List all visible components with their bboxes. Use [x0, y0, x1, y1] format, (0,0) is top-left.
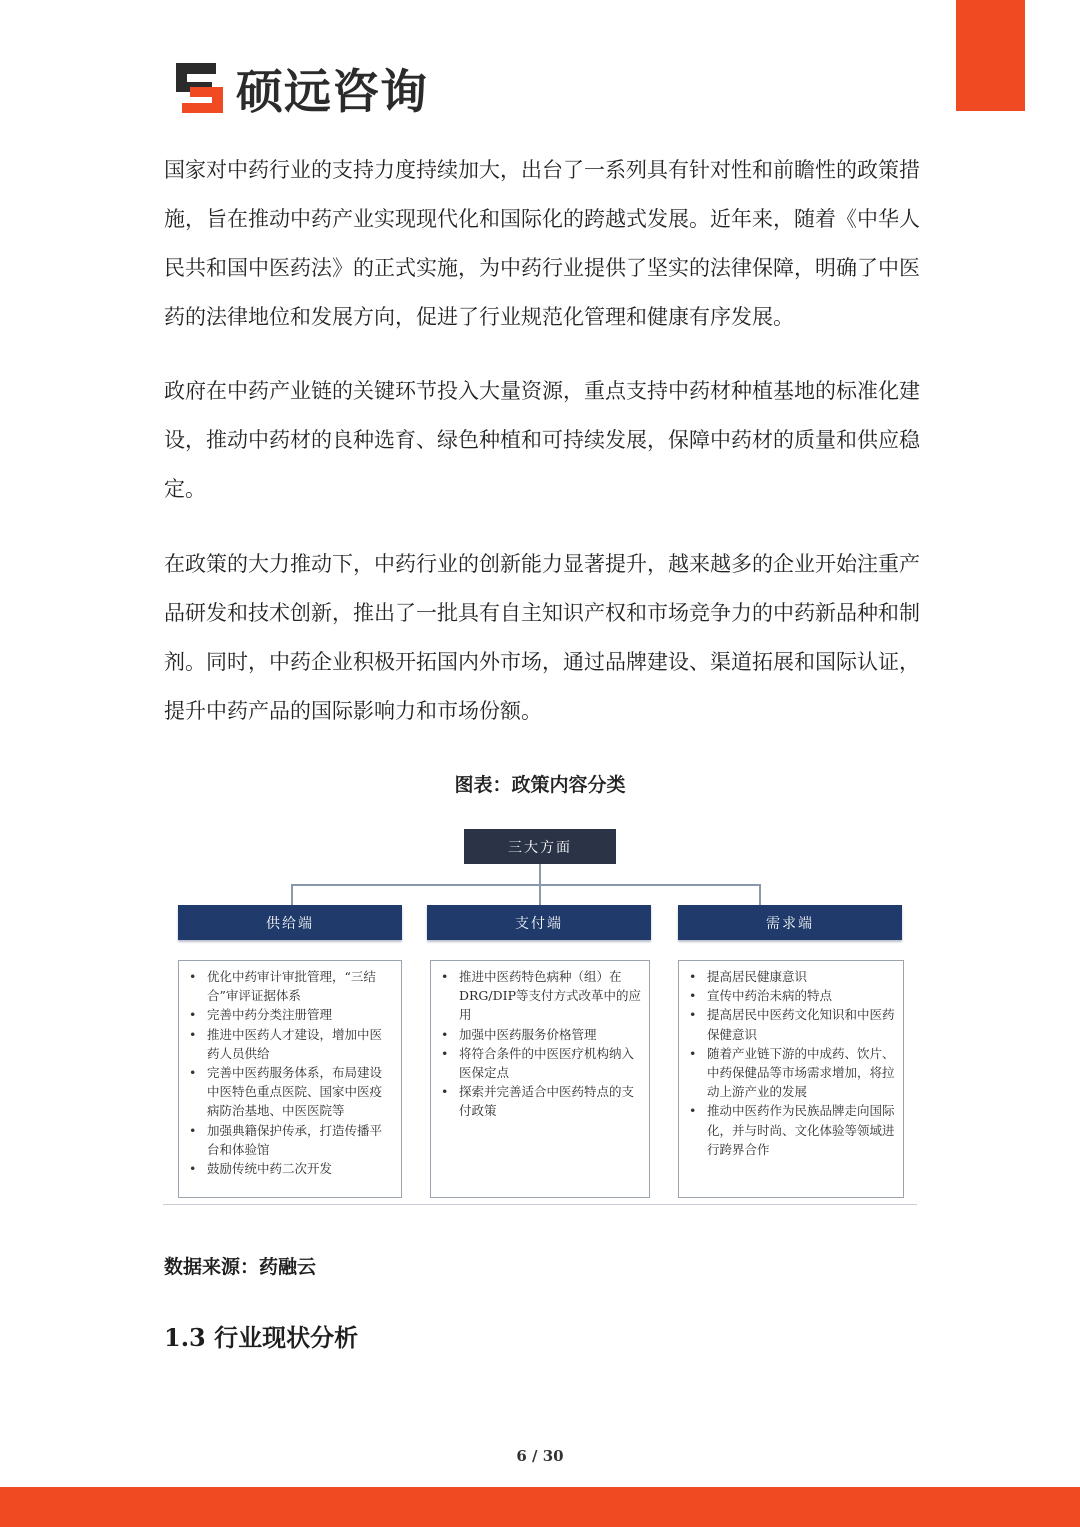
column-heading-demand: 需求端 [678, 905, 902, 940]
list-item: • 完善中药分类注册管理 [187, 1005, 393, 1024]
connector-right [759, 884, 761, 905]
list-item: • 优化中药审计审批管理，“三结合”审评证据体系 [187, 967, 393, 1005]
figure-divider [163, 1204, 917, 1205]
list-item: • 推进中医药特色病种（组）在DRG/DIP等支付方式改革中的应用 [439, 967, 641, 1025]
list-item: • 推动中医药作为民族品牌走向国际化，并与时尚、文化体验等领域进行跨界合作 [687, 1101, 895, 1159]
list-item: • 提高居民中医药文化知识和中医药保健意识 [687, 1005, 895, 1043]
body-paragraph-1: 国家对中药行业的支持力度持续加大，出台了一系列具有针对性和前瞻性的政策措施，旨在推动中药产业实现现代化和国际化的跨越式发展。近年来，随着《中华人民共和国中医药法》的正式实施，为中药行业提供了坚实的法律保障，明确了中医药的法律地位和发展方向，促进了行业规范化管理和健康有序发展。 [164, 158, 920, 329]
list-item: • 鼓励传统中药二次开发 [187, 1159, 393, 1178]
list-item: • 宣传中药治未病的特点 [687, 986, 895, 1005]
connector-left [291, 884, 293, 905]
page-number: 6 / 30 [516, 1447, 564, 1465]
footer-accent-bar [0, 1487, 1080, 1527]
s-block-logo-icon [176, 63, 228, 113]
list-item: • 提高居民健康意识 [687, 967, 895, 986]
figure-title: 图表：政策内容分类 [454, 774, 626, 796]
data-source: 数据来源：药融云 [164, 1256, 317, 1278]
corner-accent-block [956, 0, 1025, 111]
list-item: • 推进中医药人才建设，增加中医药人员供给 [187, 1025, 393, 1063]
section-number: 1.3 [164, 1323, 206, 1352]
column-body-payment [430, 960, 650, 1198]
list-item: • 将符合条件的中医医疗机构纳入医保定点 [439, 1044, 641, 1082]
list-item: • 加强典籍保护传承，打造传播平台和体验馆 [187, 1121, 393, 1159]
list-item: • 探索并完善适合中医药特点的支付政策 [439, 1082, 641, 1120]
column-body-demand [678, 960, 904, 1198]
org-chart-root: 三大方面 [464, 829, 616, 864]
list-item: • 随着产业链下游的中成药、饮片、中药保健品等市场需求增加，将拉动上游产业的发展 [687, 1044, 895, 1102]
column-heading-payment: 支付端 [427, 905, 651, 940]
body-paragraph-3: 在政策的大力推动下，中药行业的创新能力显著提升，越来越多的企业开始注重产品研发和技术创新，推出了一批具有自主知识产权和市场竞争力的中药新品种和制剂。同时，中药企业积极开拓国内外市场，通过品牌建设、渠道拓展和国际认证，提升中药产品的国际影响力和市场份额。 [164, 552, 920, 723]
brand-logo [176, 60, 428, 120]
list-item: • 完善中医药服务体系，布局建设中医特色重点医院、国家中医疫病防治基地、中医医院等 [187, 1063, 393, 1121]
brand-name: 硕远咨询 [236, 64, 428, 120]
list-item: • 加强中医药服务价格管理 [439, 1025, 641, 1044]
connector-root [539, 864, 541, 885]
body-paragraph-2: 政府在中药产业链的关键环节投入大量资源，重点支持中药材种植基地的标准化建设，推动中药材的良种选育、绿色种植和可持续发展，保障中药材的质量和供应稳定。 [164, 379, 920, 501]
column-heading-supply: 供给端 [178, 905, 402, 940]
section-heading [164, 1318, 358, 1353]
connector-horizontal [291, 884, 761, 886]
section-title: 行业现状分析 [214, 1324, 359, 1352]
column-body-supply [178, 960, 402, 1198]
connector-middle [539, 884, 541, 905]
